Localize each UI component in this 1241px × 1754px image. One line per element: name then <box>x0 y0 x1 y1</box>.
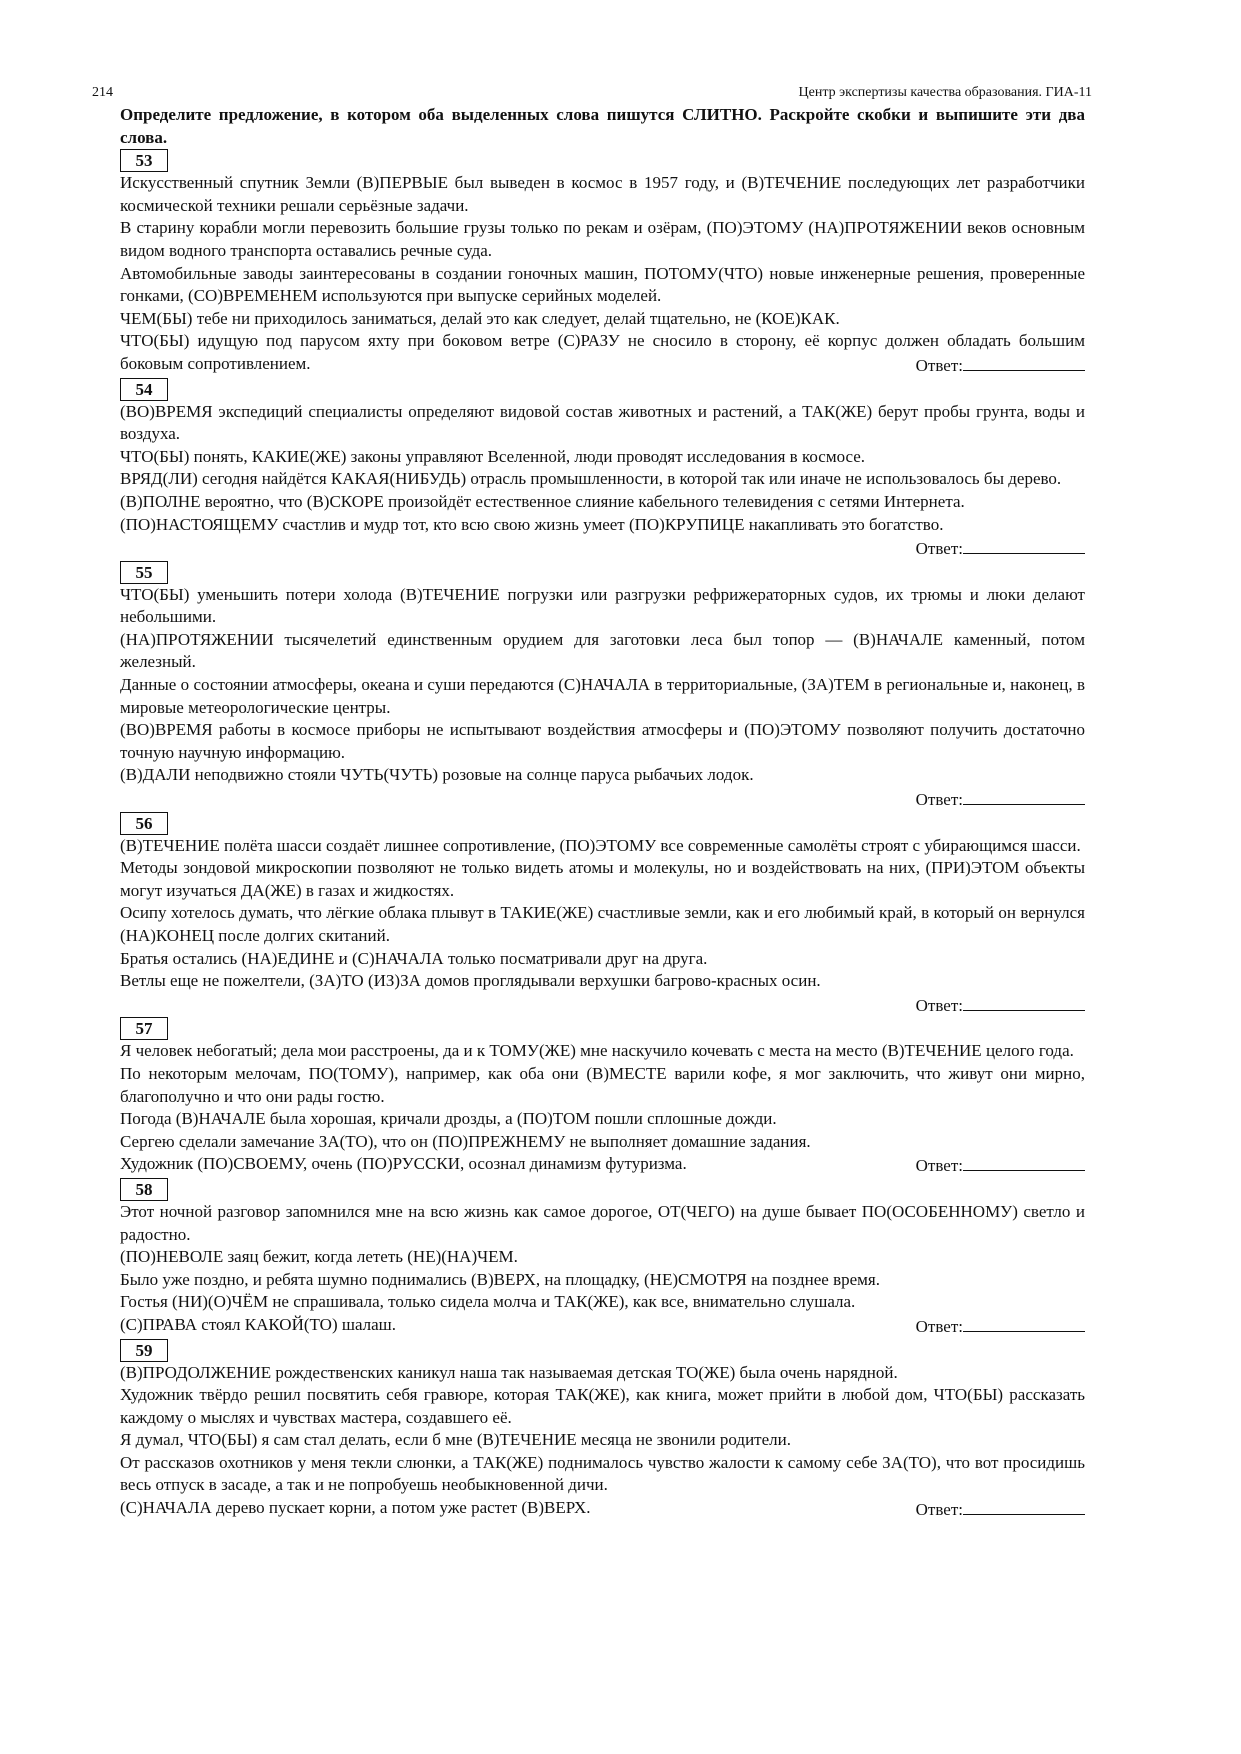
sentence: (В)ТЕЧЕНИЕ полёта шасси создаёт лишнее сопротивление, (ПО)ЭТОМУ все современные самолёты строят с убирающимся шасси. <box>120 835 1081 855</box>
task-block <box>120 1178 1085 1339</box>
answer-blank[interactable] <box>963 536 1085 554</box>
sentence: Данные о состоянии атмосферы, океана и суши передаются (С)НАЧАЛА в территориальные, (ЗА)ТЕМ в региональные и, наконец, в мировые метеорологические центры. <box>120 675 1085 717</box>
sentence-with-answer <box>120 1314 1085 1339</box>
task-number-box: 57 <box>120 1017 168 1040</box>
answer-label: Ответ: <box>915 355 963 375</box>
task-list <box>120 149 1085 1521</box>
sentence: Осипу хотелось думать, что лёгкие облака плывут в ТАКИЕ(ЖЕ) счастливые земли, как и его любимый край, в который он вернулся (НА)КОНЕЦ после долгих скитаний. <box>120 903 1085 945</box>
answer-blank[interactable] <box>963 993 1085 1011</box>
sentence: (В)ДАЛИ неподвижно стояли ЧУТЬ(ЧУТЬ) розовые на солнце паруса рыбачьих лодок. <box>120 765 754 785</box>
answer-label: Ответ: <box>915 1316 963 1336</box>
task-number-box: 55 <box>120 561 168 584</box>
answer-label: Ответ: <box>915 790 963 810</box>
task-block <box>120 149 1085 377</box>
sentence: Художник (ПО)СВОЕМУ, очень (ПО)РУССКИ, осознал динамизм футуризма. <box>120 1154 687 1174</box>
sentence: Сергею сделали замечание ЗА(ТО), что он (ПО)ПРЕЖНЕМУ не выполняет домашние задания. <box>120 1131 811 1151</box>
answer-blank[interactable] <box>963 787 1085 805</box>
answer-field[interactable] <box>120 993 1085 1018</box>
task-number-box: 53 <box>120 149 168 172</box>
sentence: (ПО)НЕВОЛЕ заяц бежит, когда лететь (НЕ)(НА)ЧЕМ. <box>120 1247 518 1267</box>
answer-field[interactable] <box>916 536 1085 561</box>
answer-field[interactable] <box>916 1153 1085 1178</box>
sentence: Автомобильные заводы заинтересованы в создании гоночных машин, ПОТОМУ(ЧТО) новые инженерные решения, проверенные гонками, (СО)ВРЕМЕНЕМ используются при выпуске серийных моделей. <box>120 263 1085 306</box>
sentence: ЧТО(БЫ) уменьшить потери холода (В)ТЕЧЕНИЕ погрузки или разгрузки рефрижераторных судов, их трюмы и люки делают небольшими. <box>120 584 1085 627</box>
sentence-with-answer <box>120 330 1085 377</box>
sentence: Гостья (НИ)(О)ЧЁМ не спрашивала, только сидела молча и ТАК(ЖЕ), как все, внимательно слушала. <box>120 1292 856 1312</box>
answer-label: Ответ: <box>915 1156 963 1176</box>
answer-blank[interactable] <box>963 1314 1085 1332</box>
sentence: (С)ПРАВА стоял КАКОЙ(ТО) шалаш. <box>120 1314 397 1334</box>
sentence: В старину корабли могли перевозить большие грузы только по рекам и озёрам, (ПО)ЭТОМУ (НА)ПРОТЯЖЕНИИ веков основным видом водного транспорта оставались речные суда. <box>120 218 1085 260</box>
answer-label: Ответ: <box>915 539 963 559</box>
task-number-box: 56 <box>120 812 168 835</box>
task-block <box>120 1339 1085 1522</box>
document-page <box>92 82 1092 1522</box>
answer-field[interactable] <box>916 1314 1085 1339</box>
sentence: (В)ПОЛНЕ вероятно, что (В)СКОРЕ произойдёт естественное слияние кабельного телевидения с сетями Интернета. <box>120 491 965 511</box>
answer-blank[interactable] <box>963 1497 1085 1515</box>
sentence-with-answer <box>120 1497 1085 1522</box>
sentence: Погода (В)НАЧАЛЕ была хорошая, кричали дрозды, а (ПО)ТОМ пошли сплошные дожди. <box>120 1109 777 1129</box>
sentence: ЧТО(БЫ) понять, КАКИЕ(ЖЕ) законы управляют Вселенной, люди проводят исследования в космосе. <box>120 446 866 466</box>
answer-field[interactable] <box>120 787 1085 812</box>
sentence-with-answer <box>120 514 1085 561</box>
sentence: (НА)ПРОТЯЖЕНИИ тысячелетий единственным орудием для заготовки леса был топор — (В)НАЧАЛЕ каменный, потом железный. <box>120 629 1085 672</box>
header-organization: Центр экспертизы качества образования. ГИА-11 <box>798 85 1092 100</box>
sentence: Было уже поздно, и ребята шумно поднимались (В)ВЕРХ, на площадку, (НЕ)СМОТРЯ на позднее время. <box>120 1269 880 1289</box>
answer-blank[interactable] <box>963 1153 1085 1171</box>
sentence: Художник твёрдо решил посвятить себя гравюре, которая ТАК(ЖЕ), как книга, может прийти в любой дом, ЧТО(БЫ) рассказать каждому о мыслях и чувствах мастера, создавшего её. <box>120 1385 1085 1427</box>
page-number: 214 <box>92 85 113 100</box>
sentence: (ВО)ВРЕМЯ работы в космосе приборы не испытывают воздействия атмосферы и (ПО)ЭТОМУ позволяют получить достаточно точную научную информацию. <box>120 720 1085 762</box>
task-block <box>120 561 1085 812</box>
sentence: Ветлы еще не пожелтели, (ЗА)ТО (ИЗ)ЗА домов проглядывали верхушки багрово-красных осин. <box>120 971 821 991</box>
instruction-text: Определите предложение, в котором оба выделенных слова пишутся СЛИТНО. Раскройте скобки и выпишите эти два слова. <box>120 105 1085 147</box>
sentence: Методы зондовой микроскопии позволяют не только видеть атомы и молекулы, но и воздействовать на них, (ПРИ)ЭТОМ объекты могут изучаться ДА(ЖЕ) в газах и жидкостях. <box>120 858 1085 900</box>
task-number-box: 59 <box>120 1339 168 1362</box>
sentence: (ПО)НАСТОЯЩЕМУ счастлив и мудр тот, кто всю свою жизнь умеет (ПО)КРУПИЦЕ накапливать это богатство. <box>120 514 944 534</box>
sentence-with-answer <box>120 1153 1085 1178</box>
sentence: ВРЯД(ЛИ) сегодня найдётся КАКАЯ(НИБУДЬ) отрасль промышленности, в которой так или иначе не использовалось бы дерево. <box>120 469 1062 489</box>
sentence: Этот ночной разговор запомнился мне на всю жизнь как самое дорогое, ОТ(ЧЕГО) на душе бывает ПО(ОСОБЕННОМУ) светло и радостно. <box>120 1201 1085 1244</box>
sentence: Искусственный спутник Земли (В)ПЕРВЫЕ был выведен в космос в 1957 году, и (В)ТЕЧЕНИЕ последующих лет разработчики космической техники решали серьёзные задачи. <box>120 173 1085 215</box>
answer-field[interactable] <box>916 353 1085 378</box>
sentence: ЧТО(БЫ) идущую под парусом яхту при боковом ветре (С)РАЗУ не сносило в сторону, её корпус должен обладать большим боковым сопротивлением. <box>120 331 1085 373</box>
answer-label: Ответ: <box>915 1500 963 1520</box>
task-number-box: 58 <box>120 1178 168 1201</box>
page-header <box>92 82 1092 104</box>
answer-field[interactable] <box>916 1497 1085 1522</box>
task-number-box: 54 <box>120 378 168 401</box>
answer-blank[interactable] <box>963 353 1085 371</box>
task-block <box>120 1017 1085 1178</box>
sentence: Я человек небогатый; дела мои расстроены, да и к ТОМУ(ЖЕ) мне наскучило кочевать с места на место (В)ТЕЧЕНИЕ целого года. <box>120 1041 1074 1061</box>
answer-label: Ответ: <box>915 995 963 1015</box>
sentence: Я думал, ЧТО(БЫ) я сам стал делать, если б мне (В)ТЕЧЕНИЕ месяца не звонили родители. <box>120 1430 791 1450</box>
sentence: (С)НАЧАЛА дерево пускает корни, а потом уже растет (В)ВЕРХ. <box>120 1498 591 1518</box>
sentence: От рассказов охотников у меня текли слюнки, а ТАК(ЖЕ) поднималось чувство жалости к самому себе ЗА(ТО), что вот просидишь весь отпуск в засаде, а так и не попробуешь необыкновенной дичи. <box>120 1452 1085 1495</box>
sentence: (ВО)ВРЕМЯ экспедиций специалисты определяют видовой состав животных и растений, а ТАК(ЖЕ) берут пробы грунта, воды и воздуха. <box>120 401 1085 444</box>
sentence: ЧЕМ(БЫ) тебе ни приходилось заниматься, делай это как следует, делай тщательно, не (КОЕ)КАК. <box>120 308 840 328</box>
sentence: Братья остались (НА)ЕДИНЕ и (С)НАЧАЛА только посматривали друг на друга. <box>120 948 708 968</box>
sentence: (В)ПРОДОЛЖЕНИЕ рождественских каникул наша так называемая детская ТО(ЖЕ) была очень нарядной. <box>120 1362 898 1382</box>
sentence: По некоторым мелочам, ПО(ТОМУ), например, как оба они (В)МЕСТЕ варили кофе, я мог заключить, что живут они мирно, благополучно и что они рады гостю. <box>120 1063 1085 1106</box>
task-block <box>120 812 1085 1018</box>
task-block <box>120 378 1085 561</box>
